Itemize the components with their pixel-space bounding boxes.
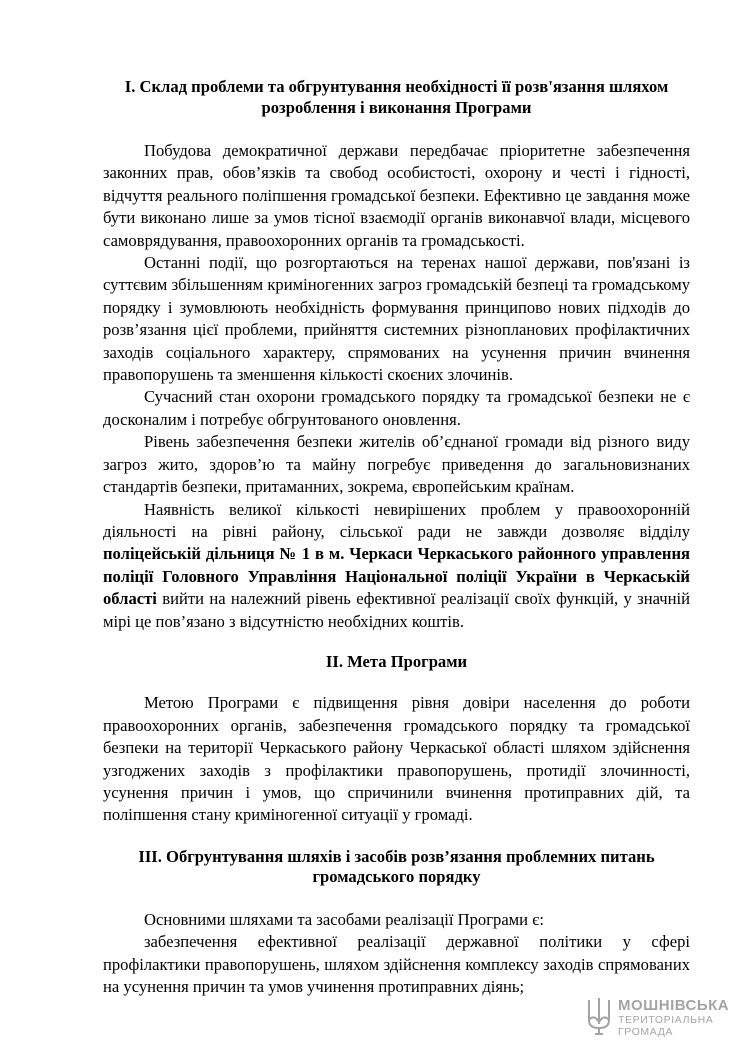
section-1-paragraph-2: Останні події, що розгортаються на теренах нашої держави, пов'язані із суттєвим збільшенням криміногенних загроз громадській безпеці та громадському порядку і зумовлюють необхідність формування принципово нових підходів до розв’язання цієї проблеми, прийняття системних різнопланових профілактичних заходів соціального характеру, спрямованих на усунення причин вчинення правопорушень та зменшення кількості скоєних злочинів.	[103, 253, 690, 385]
section-2-paragraph-1: Метою Програми є підвищення рівня довіри населення до роботи правоохоронних органів, забезпечення громадського порядку та громадської безпеки на території Черкаського району Черкаської області шляхом здійснення узгоджених заходів з профілактики правопорушень, протидії злочинності, усунення причин і умов, що спричинили вчинення протиправних дій, та поліпшення стану криміногенної ситуації у громаді.	[103, 693, 690, 825]
section-2-title: II. Мета Програми	[325, 651, 468, 671]
section-3-paragraph-2: забезпечення ефективної реалізації державної політики у сфері профілактики правопорушень, шляхом здійснення комплексу заходів спрямованих на усунення причин та умов учинення протиправних діянь;	[103, 932, 690, 997]
logo-subtitle-2: ГРОМАДА	[618, 1026, 674, 1038]
paragraph-5-end: вийти на належний рівень ефективної реалізації своїх функцій, у значній мірі це пов’язано з відсутністю необхідних коштів.	[103, 589, 690, 631]
section-1-paragraph-4: Рівень забезпечення безпеки жителів об’єднаної громади від різного виду загроз жито, здоров’ю та майну погребує приведення до загальновизнаних стандартів безпеки, притаманних, зокрема, європейським країнам.	[103, 432, 690, 497]
section-1-paragraph-3: Сучасний стан охорони громадського порядку та громадської безпеки не є досконалим і потребує обгрунтованого оновлення.	[103, 387, 690, 429]
section-1-title: I. Склад проблеми та обгрунтування необхідності її розв'язання шляхом розроблення і виконання Програми	[124, 77, 669, 117]
section-3-paragraph-1: Основними шляхами та засобами реалізації Програми є:	[144, 909, 544, 929]
section-1-paragraph-5	[103, 499, 690, 633]
logo-subtitle-1: ТЕРИТОРІАЛЬНА	[618, 1014, 714, 1026]
paragraph-5-start: Наявність великої кількості невирішених проблем у правоохоронній діяльності на рівні району, сільської ради не завжди дозволяє відділу	[103, 499, 690, 541]
section-3-title: III. Обгрунтування шляхів і засобів розв’язання проблемних питань громадського порядку	[138, 846, 655, 887]
police-station-name: поліцейській дільниця № 1 в м. Черкаси Черкаського районного управлення поліції Головного Управління Національної поліції України в Черкаській області	[103, 544, 690, 609]
trident-icon	[586, 996, 612, 1041]
document-body	[103, 77, 690, 999]
section-1-paragraph-1: Побудова демократичної держави передбачає пріоритетне забезпечення законних прав, обов’язків та свобод особистості, охорону и честі і гідності, відчуття реального поліпшення громадської безпеки. Ефективно це завдання може бути виконано лише за умов тісної взаємодії органів виконавчої влади, місцевого самоврядування, правоохоронних органів та громадськості.	[103, 141, 690, 250]
logo-text	[618, 998, 729, 1038]
logo-title: МОШНІВСЬКА	[618, 997, 730, 1014]
community-logo	[586, 992, 736, 1044]
